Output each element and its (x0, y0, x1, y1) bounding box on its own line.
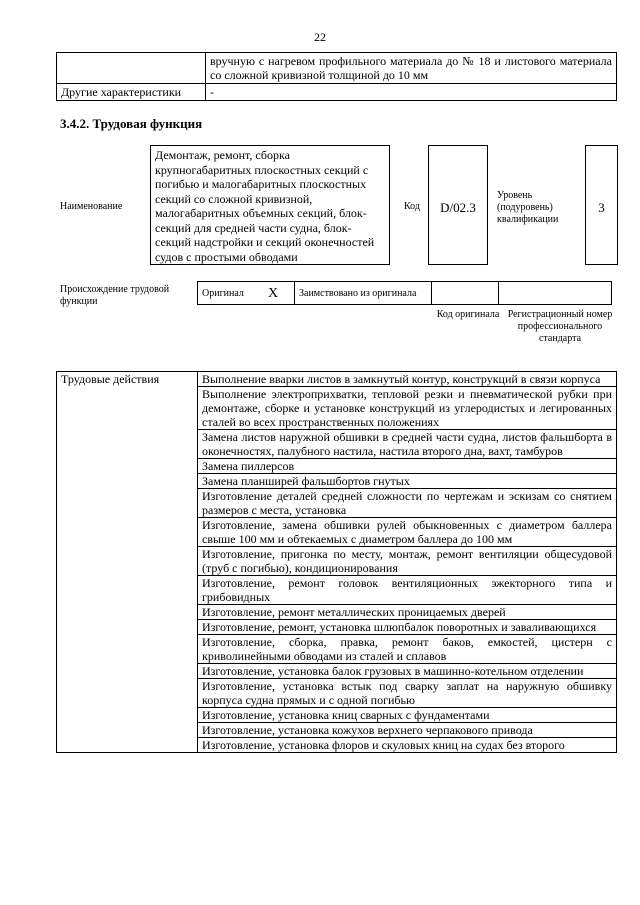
other-characteristics-value: - (206, 84, 617, 101)
labor-action-item: Изготовление деталей средней сложности по чертежам и эскизам со снятием размеров с места, установка (198, 489, 617, 518)
function-name: Демонтаж, ремонт, сборка крупногабаритных плоскостных секций с погибью и малогабаритных плоскостных секций со сложной кривизной, малогабаритных объемных секций, блок-секций для средней части судна, блок-секций надстройки и секций оконечностей судов с простыми обводами (150, 145, 390, 265)
level-label: Уровень (подуровень) квалификации (497, 190, 559, 225)
labor-action-item: Замена планширей фальшбортов гнутых (198, 474, 617, 489)
code-value: D/02.3 (440, 200, 476, 215)
registration-caption: Регистрационный номер профессионального стандарта (507, 309, 613, 344)
level-value: 3 (598, 200, 605, 215)
other-characteristics-label: Другие характеристики (57, 84, 206, 101)
code-caption: Код оригинала (436, 309, 500, 320)
original-mark: X (264, 282, 295, 305)
labor-action-item: Замена листов наружной обшивки в средней части судна, листов фальшборта в оконечностях, палубного настила, настила второго дна, вахт, тамбуров (198, 430, 617, 459)
labor-action-item: Изготовление, ремонт головок вентиляционных эжекторного типа и грибовидных (198, 576, 617, 605)
labor-action-item: Изготовление, ремонт металлических проницаемых дверей (198, 605, 617, 620)
labor-action-item: Изготовление, пригонка по месту, монтаж, ремонт вентиляции общесудовой (труб с погибью), кондиционирования (198, 547, 617, 576)
original-code-cell (432, 282, 499, 305)
code-label: Код (404, 201, 420, 212)
section-heading: 3.4.2. Трудовая функция (60, 116, 203, 131)
characteristics-table (56, 52, 617, 101)
labor-action-item: Изготовление, замена обшивки рулей обыкновенных с диаметром баллера свыше 100 мм и обтекаемых с диаметром баллера до 100 мм (198, 518, 617, 547)
labor-action-item: Изготовление, установка книц сварных с фундаментами (198, 708, 617, 723)
labor-actions-table (56, 371, 617, 753)
page-number: 22 (314, 30, 326, 44)
original-label: Оригинал (198, 282, 265, 305)
labor-actions-label: Трудовые действия (57, 372, 198, 753)
labor-action-item: Выполнение электроприхватки, тепловой резки и пневматической рубки при демонтаже, сборке и установке конструкций из углеродистых и легированных сталей во всех пространственных положениях (198, 387, 617, 430)
borrowed-label: Заимствовано из оригинала (295, 282, 432, 305)
registration-number-cell (499, 282, 612, 305)
labor-action-item: Изготовление, установка флоров и скуловых книц на судах без второго (198, 738, 617, 753)
labor-action-item: Изготовление, установка кожухов верхнего черпакового привода (198, 723, 617, 738)
code-box (428, 145, 488, 265)
labor-action-item: Изготовление, установка балок грузовых в машинно-котельном отделении (198, 664, 617, 679)
labor-action-item: Замена пиллерсов (198, 459, 617, 474)
labor-action-item: Изготовление, установка встык под сварку заплат на наружную обшивку корпуса судна прямых и с одной погибью (198, 679, 617, 708)
name-label: Наименование (60, 201, 123, 212)
origin-label: Происхождение трудовой функции (60, 284, 170, 307)
labor-action-item: Выполнение вварки листов в замкнутый контур, конструкций в связи корпуса (198, 372, 617, 387)
level-box (585, 145, 618, 265)
labor-action-item: Изготовление, сборка, правка, ремонт баков, емкостей, цистерн с криволинейными обводами из сталей и сплавов (198, 635, 617, 664)
labor-action-item: Изготовление, ремонт, установка шлюпбалок поворотных и заваливающихся (198, 620, 617, 635)
table-row (57, 372, 617, 387)
continued-text: вручную с нагревом профильного материала до № 18 и листового материала со сложной кривизной толщиной до 10 мм (206, 53, 617, 84)
empty-cell (57, 53, 206, 84)
origin-table (197, 281, 612, 305)
